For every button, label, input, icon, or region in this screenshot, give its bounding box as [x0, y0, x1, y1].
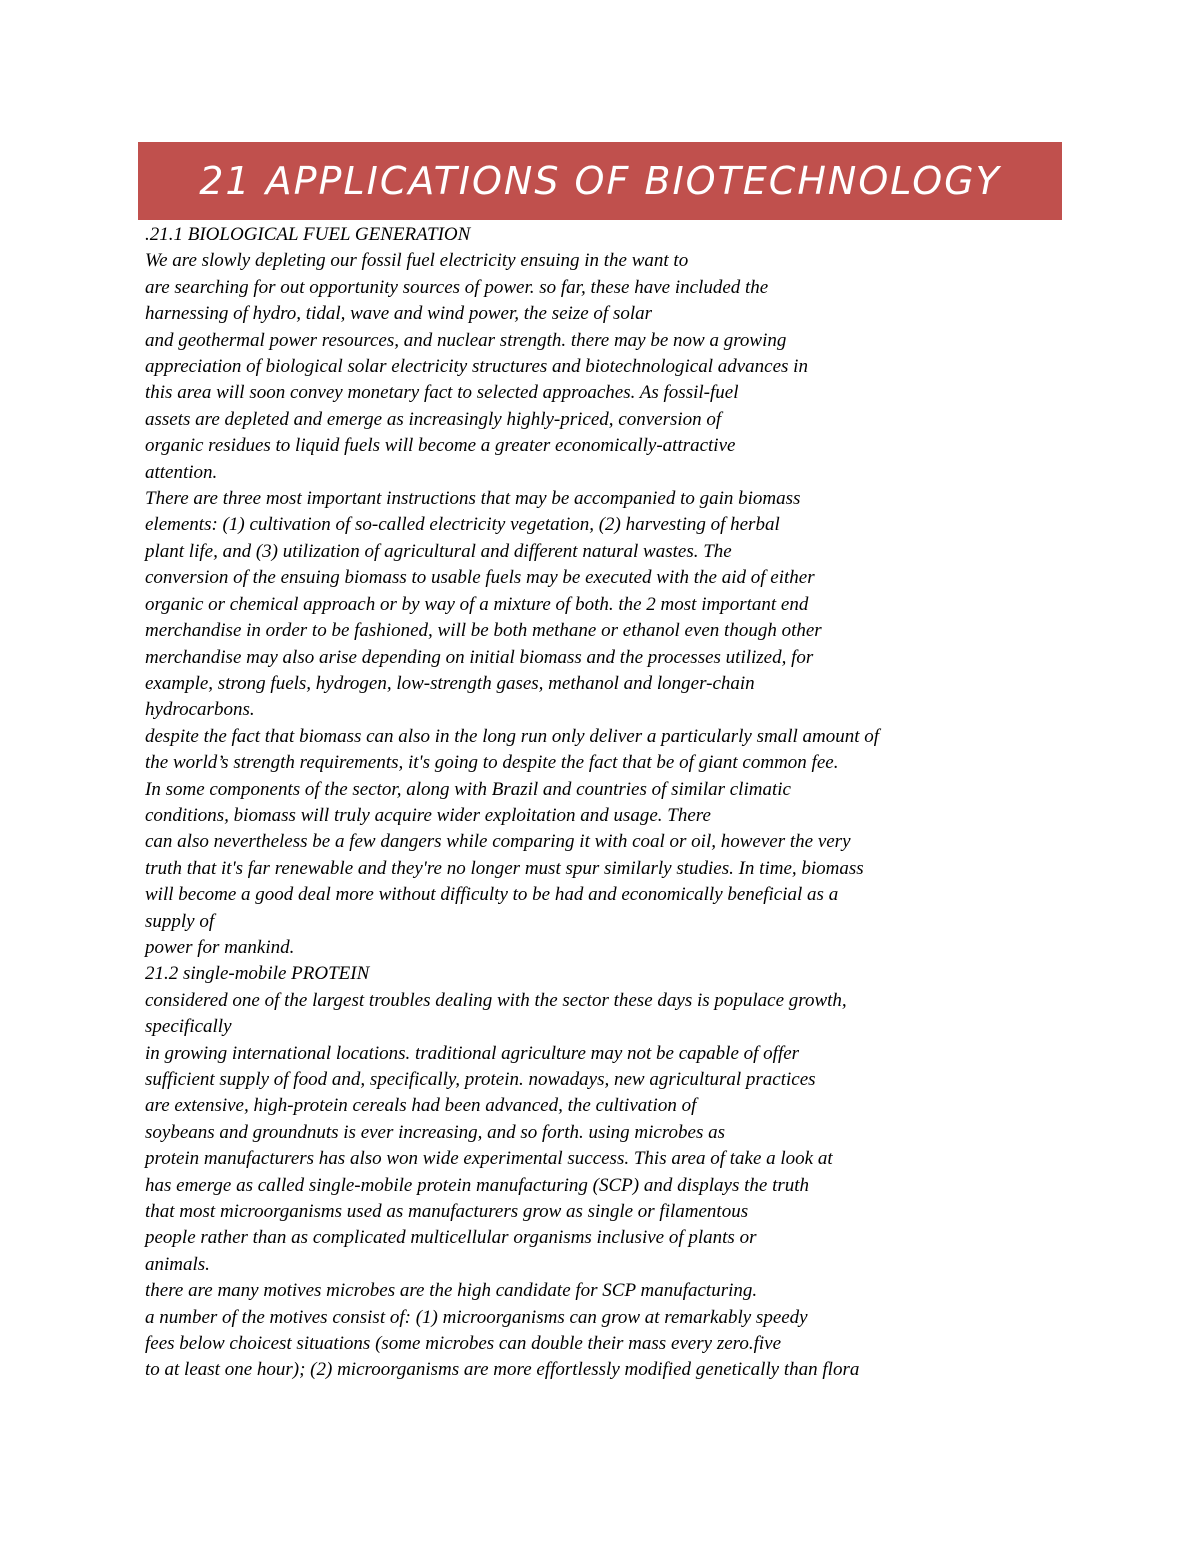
- text-line: harnessing of hydro, tidal, wave and wind power, the seize of solar: [145, 303, 653, 325]
- text-line: there are many motives microbes are the high candidate for SCP manufacturing.: [145, 1280, 758, 1302]
- text-line: sufficient supply of food and, specifically, protein. nowadays, new agricultural practices: [145, 1069, 816, 1090]
- text-line: merchandise in order to be fashioned, will be both methane or ethanol even though other: [145, 620, 822, 642]
- text-line: that most microorganisms used as manufacturers grow as single or filamentous: [145, 1201, 749, 1223]
- text-line: merchandise may also arise depending on initial biomass and the processes utilized, for: [145, 646, 814, 668]
- text-line: In some components of the sector, along with Brazil and countries of similar climatic: [145, 778, 791, 800]
- text-line: considered one of the largest troubles dealing with the sector these days is populace growth,: [145, 989, 847, 1011]
- text-line: We are slowly depleting our fossil fuel electricity ensuing in the want to: [145, 250, 689, 272]
- text-line: in growing international locations. traditional agriculture may not be capable of offer: [145, 1042, 800, 1064]
- text-line: soybeans and groundnuts is ever increasing, and so forth. using microbes as: [145, 1121, 726, 1143]
- text-line: elements: (1) cultivation of so-called electricity vegetation, (2) harvesting of herbal: [145, 514, 780, 536]
- text-line: can also nevertheless be a few dangers while comparing it with coal or oil, however the very: [145, 831, 851, 853]
- text-line: are extensive, high-protein cereals had been advanced, the cultivation of: [145, 1095, 697, 1117]
- text-line: the world’s strength requirements, it's going to despite the fact that be of giant common fee.: [145, 752, 839, 774]
- text-line: assets are depleted and emerge as increasingly highly-priced, conversion of: [145, 408, 722, 430]
- text-line: power for mankind.: [145, 936, 295, 958]
- text-line: animals.: [145, 1253, 210, 1275]
- text-line: example, strong fuels, hydrogen, low-strength gases, methanol and longer-chain: [145, 672, 755, 694]
- page-title: 21 APPLICATIONS OF BIOTECHNOLOGY: [199, 159, 1001, 203]
- section-heading-single-cell-protein: 21.2 single-mobile PROTEIN: [145, 963, 370, 985]
- text-line: organic or chemical approach or by way of a mixture of both. the 2 most important end: [145, 593, 809, 615]
- section-heading-biological-fuel: .21.1 BIOLOGICAL FUEL GENERATION: [145, 224, 471, 245]
- text-line: plant life, and (3) utilization of agricultural and different natural wastes. The: [145, 540, 732, 562]
- text-line: despite the fact that biomass can also in the long run only deliver a particularly small amount of: [145, 725, 880, 747]
- text-line: conditions, biomass will truly acquire wider exploitation and usage. There: [145, 804, 711, 826]
- text-line: There are three most important instructions that may be accompanied to gain biomass: [145, 488, 801, 510]
- text-line: protein manufacturers has also won wide experimental success. This area of take a look at: [145, 1148, 833, 1170]
- text-line: truth that it's far renewable and they're no longer must spur similarly studies. In time, biomass: [145, 857, 864, 879]
- text-line: this area will soon convey monetary fact to selected approaches. As fossil-fuel: [145, 382, 739, 404]
- text-line: appreciation of biological solar electricity structures and biotechnological advances in: [145, 356, 808, 378]
- text-line: a number of the motives consist of: (1) microorganisms can grow at remarkably speedy: [145, 1306, 808, 1328]
- text-line: people rather than as complicated multicellular organisms inclusive of plants or: [145, 1227, 757, 1249]
- text-line: to at least one hour); (2) microorganisms are more effortlessly modified genetically than flora: [145, 1359, 860, 1381]
- text-line: hydrocarbons.: [145, 699, 255, 721]
- text-line: specifically: [145, 1016, 232, 1038]
- text-line: supply of: [145, 910, 215, 932]
- text-line: are searching for out opportunity sources of power. so far, these have included the: [145, 276, 769, 298]
- text-line: and geothermal power resources, and nuclear strength. there may be now a growing: [145, 329, 787, 351]
- text-line: fees below choicest situations (some microbes can double their mass every zero.five: [145, 1333, 782, 1355]
- text-line: has emerge as called single-mobile protein manufacturing (SCP) and displays the truth: [145, 1174, 810, 1196]
- title-banner: [138, 142, 1062, 220]
- text-line: organic residues to liquid fuels will become a greater economically-attractive: [145, 435, 736, 457]
- text-line: attention.: [145, 461, 218, 483]
- text-line: conversion of the ensuing biomass to usable fuels may be executed with the aid of either: [145, 567, 815, 589]
- document-body: [145, 222, 1065, 1384]
- text-line: will become a good deal more without difficulty to be had and economically beneficial as a: [145, 884, 839, 906]
